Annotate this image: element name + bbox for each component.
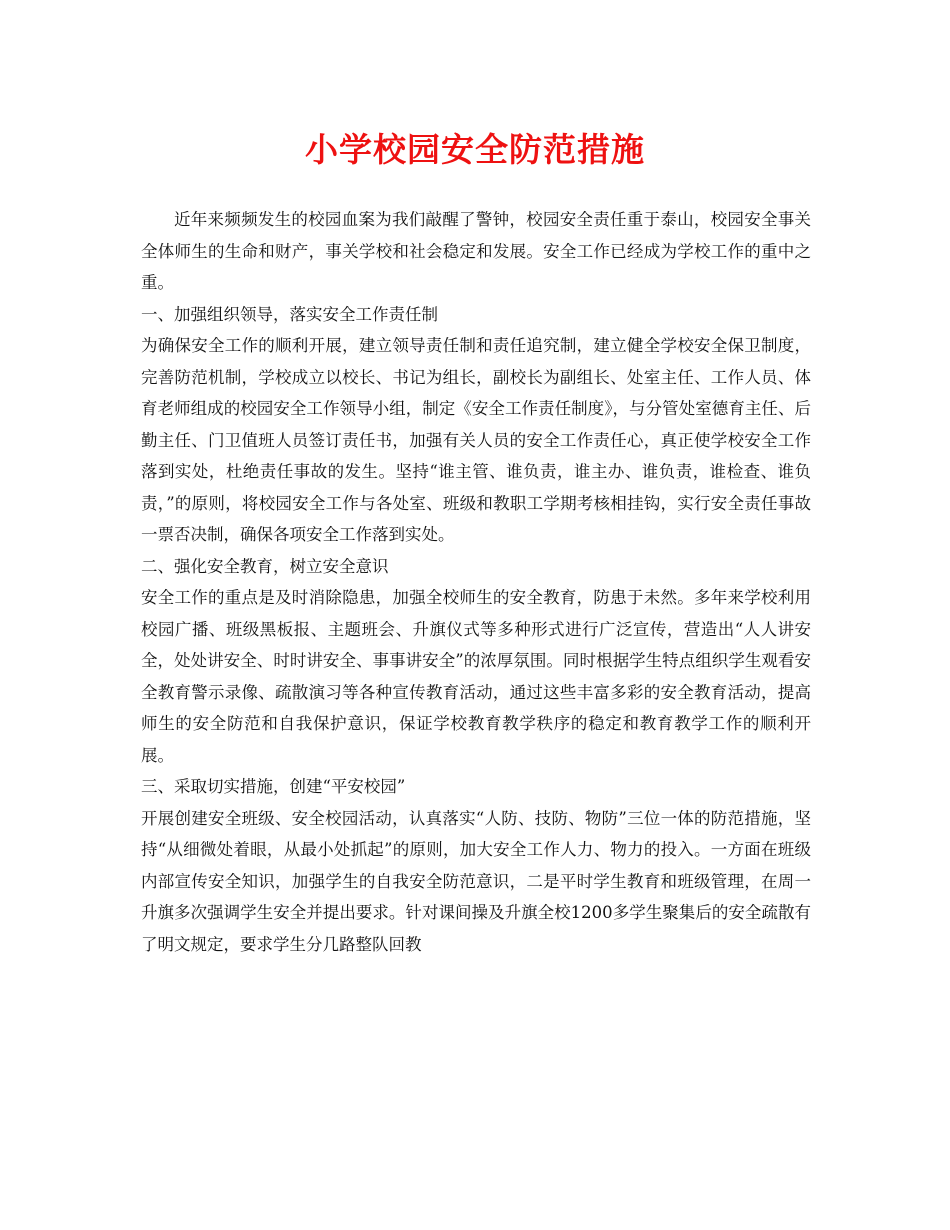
section-heading-3: 三、采取切实措施，创建“平安校园” bbox=[141, 777, 406, 796]
section-heading-2: 二、强化安全教育，树立安全意识 bbox=[141, 556, 389, 576]
section-paragraph-1: 为确保安全工作的顺利开展，建立领导责任制和责任追究制，建立健全学校安全保卫制度，完善防范机制，学校成立以校长、书记为组长，副校长为副组长、处室主任、工作人员、体育老师组成的校园安全工作领导小组，制定《安全工作责任制度》，与分管处室德育主任、后勤主任、门卫值班人员签订责任书，加强有关人员的安全工作责任心，真正使学校安全工作落到实处，杜绝责任事故的发生。坚持“谁主管、谁负责，谁主办、谁负责，谁检查、谁负责，”的原则，将校园安全工作与各处室、班级和教职工学期考核相挂钩，实行安全责任事故一票否决制，确保各项安全工作落到实处。 bbox=[141, 336, 811, 544]
document-body bbox=[141, 204, 811, 960]
section-paragraph-2: 安全工作的重点是及时消除隐患，加强全校师生的安全教育，防患于未然。多年来学校利用校园广播、班级黑板报、主题班会、升旗仪式等多种形式进行广泛宣传，营造出“人人讲安全，处处讲安全、时时讲安全、事事讲安全”的浓厚氛围。同时根据学生特点组织学生观看安全教育警示录像、疏散演习等各种宣传教育活动，通过这些丰富多彩的安全教育活动，提高师生的安全防范和自我保护意识，保证学校教育教学秩序的稳定和教育教学工作的顺利开展。 bbox=[141, 588, 811, 765]
section-paragraph-3: 开展创建安全班级、安全校园活动，认真落实“人防、技防、物防”三位一体的防范措施，坚持“从细微处着眼，从最小处抓起”的原则，加大安全工作人力、物力的投入。一方面在班级内部宣传安全知识，加强学生的自我安全防范意识，二是平时学生教育和班级管理，在周一升旗多次强调学生安全并提出要求。针对课间操及升旗全校1200多学生聚集后的安全疏散有了明文规定，要求学生分几路整队回教 bbox=[141, 808, 811, 954]
section-heading-1: 一、加强组织领导，落实安全工作责任制 bbox=[141, 304, 438, 324]
intro-paragraph: 近年来频频发生的校园血案为我们敲醒了警钟，校园安全责任重于泰山，校园安全事关全体师生的生命和财产，事关学校和社会稳定和发展。安全工作已经成为学校工作的重中之重。 bbox=[141, 210, 811, 292]
document-title: 小学校园安全防范措施 bbox=[305, 130, 645, 169]
